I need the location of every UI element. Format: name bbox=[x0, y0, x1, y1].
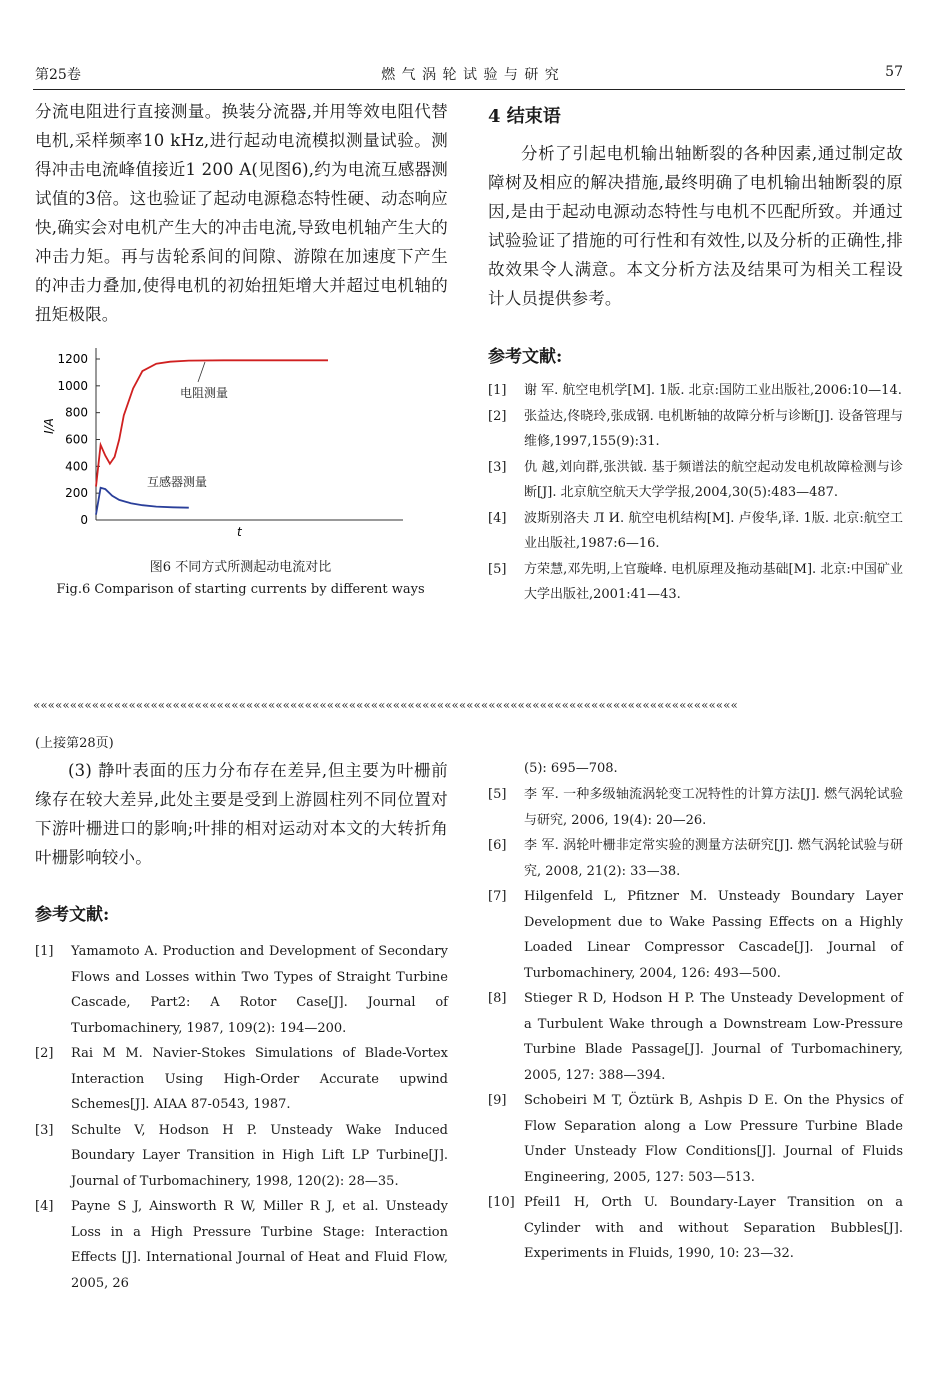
reference-text: Schobeiri M T, Öztürk B, Ashpis D E. On the Physics of Flow Separation along a Low Pressure Turbine Blade Under Unsteady Flow Conditions[J]. Journal of Fluids Engineering, 2005, 127: 503—513. bbox=[524, 1093, 903, 1185]
reference-text: Schulte V, Hodson H P. Unsteady Wake Induced Boundary Layer Transition in High Lift LP Turbine[J]. Journal of Turbomachinery, 1998, 120(2): 28—35. bbox=[71, 1122, 448, 1189]
reference-text: Stieger R D, Hodson H P. The Unsteady Development of a Turbulent Wake through a Downstream Low-Pressure Turbine Blade Passage[J]. Journal of Turbomachinery, 2005, 127: 388—394. bbox=[524, 991, 903, 1083]
reference-number: [5] bbox=[488, 561, 507, 577]
x-axis-label: t bbox=[237, 525, 242, 539]
reference-number: [7] bbox=[488, 889, 507, 904]
y-axis-label: I/A bbox=[42, 418, 56, 434]
reference-number: [1] bbox=[488, 383, 507, 398]
y-tick-label: 200 bbox=[65, 486, 88, 501]
reference-text: Pfeil1 H, Orth U. Boundary-Layer Transition on a Cylinder with and without Separation Bubbles[J]. Experiments in Fluids, 1990, 10: 23—32. bbox=[524, 1195, 903, 1261]
reference-item bbox=[488, 378, 903, 404]
reference-item bbox=[488, 506, 903, 557]
reference-list-top bbox=[488, 378, 903, 608]
reference-text: Yamamoto A. Production and Development of Secondary Flows and Losses within Two Types of Straight Turbine Cascade, Part2: A Rotor Case[J]. Journal of Turbomachinery, 1987, 109(2): 194—200. bbox=[71, 944, 448, 1036]
reference-list-bottom-right bbox=[488, 782, 903, 1267]
reference-number: [6] bbox=[488, 838, 507, 853]
section-heading-conclusion: 4 结束语 bbox=[488, 106, 561, 127]
header-rule bbox=[33, 89, 905, 90]
reference-number: [3] bbox=[488, 459, 507, 475]
reference-number: [4] bbox=[35, 1199, 54, 1214]
reference-continuation: (5): 695—708. bbox=[524, 761, 618, 776]
y-tick-label: 1000 bbox=[57, 378, 88, 393]
series-label-resistor: 电阻测量 bbox=[180, 386, 229, 400]
reference-list-bottom-left bbox=[35, 939, 448, 1296]
y-tick-label: 800 bbox=[65, 405, 88, 420]
reference-item bbox=[488, 782, 903, 833]
reference-text: 波斯别洛夫 Л И. 航空电机结构[M]. 卢俊华,译. 1版. 北京:航空工业出版社,1987:6—16. bbox=[524, 510, 903, 551]
series-resistor-line bbox=[96, 360, 328, 486]
reference-item bbox=[488, 884, 903, 986]
volume-label: 第25卷 bbox=[35, 67, 81, 83]
reference-number: [9] bbox=[488, 1093, 507, 1108]
reference-item bbox=[488, 1088, 903, 1190]
reference-item bbox=[488, 557, 903, 608]
reference-item bbox=[488, 833, 903, 884]
label-leader-r bbox=[198, 362, 205, 382]
figure-caption-cn: 图6 不同方式所测起动电流对比 bbox=[149, 560, 332, 575]
conclusion-paragraph: 分析了引起电机输出轴断裂的各种因素,通过制定故障树及相应的解决措施,最终明确了电机输出轴断裂的原因,是由于起动电源动态特性与电机不匹配所致。并通过试验验证了措施的可行性和有效性,以及分析的正确性,排故效果令人满意。本文分析方法及结果可为相关工程设计人员提供参考。 bbox=[488, 144, 903, 308]
reference-number: [3] bbox=[35, 1122, 54, 1138]
reference-text: 仇 越,刘向群,张洪钺. 基于频谱法的航空起动发电机故障检测与诊断[J]. 北京航空航天大学学报,2004,30(5):483—487. bbox=[524, 459, 903, 500]
figure-6-chart bbox=[33, 340, 448, 545]
series-transformer-line bbox=[96, 488, 189, 515]
continued-note: (上接第28页) bbox=[35, 736, 114, 751]
reference-text: Hilgenfeld L, Pfitzner M. Unsteady Boundary Layer Development due to Wake Passing Effects on a Highly Loaded Linear Compressor Cascade[J]. Journal of Turbomachinery, 2004, 126: 493—500. bbox=[524, 889, 903, 981]
reference-text: 张益达,佟晓玲,张成钢. 电机断轴的故障分析与诊断[J]. 设备管理与维修,1997,155(9):31. bbox=[524, 408, 903, 449]
reference-number: [10] bbox=[488, 1195, 515, 1210]
reference-text: 谢 军. 航空电机学[M]. 1版. 北京:国防工业出版社,2006:10—14. bbox=[524, 383, 902, 398]
reference-item bbox=[488, 1190, 903, 1267]
reference-number: [1] bbox=[35, 944, 54, 959]
page-number: 57 bbox=[885, 64, 903, 80]
reference-number: [2] bbox=[35, 1046, 54, 1061]
bottom-paragraph: (3) 静叶表面的压力分布存在差异,但主要为叶栅前缘存在较大差异,此处主要是受到上游圆柱列不同位置对下游叶栅进口的影响;叶排的相对运动对本文的大转折角叶栅影响较小。 bbox=[35, 761, 448, 867]
figure-caption-en: Fig.6 Comparison of starting currents by different ways bbox=[56, 582, 425, 597]
reference-text: Rai M M. Navier-Stokes Simulations of Blade-Vortex Interaction Using High-Order Accurate upwind Schemes[J]. AIAA 87-0543, 1987. bbox=[71, 1046, 448, 1112]
reference-item bbox=[35, 1041, 448, 1118]
y-tick-label: 400 bbox=[65, 459, 88, 474]
body-paragraph: 分流电阻进行直接测量。换装分流器,并用等效电阻代替电机,采样频率10 kHz,进行起动电流模拟测量试验。测得冲击电流峰值接近1 200 A(见图6),约为电流互感器测试值的3倍。这也验证了起动电源稳态特性硬、动态响应快,确实会对电机产生大的冲击电流,导致电机轴产生大的冲击力矩。再与齿轮系间的间隙、游隙在加速度下产生的冲击力叠加,使得电机的初始扭矩增大并超过电机轴的扭矩极限。 bbox=[35, 102, 448, 324]
reference-item bbox=[35, 939, 448, 1041]
reference-number: [2] bbox=[488, 408, 507, 424]
reference-text: Payne S J, Ainsworth R W, Miller R J, et al. Unsteady Loss in a High Pressure Turbine Stage: Interaction Effects [J]. International Journal of Heat and Fluid Flow, 2005, 26 bbox=[71, 1199, 448, 1291]
reference-text: 李 军. 一种多级轴流涡轮变工况特性的计算方法[J]. 燃气涡轮试验与研究, 2006, 19(4): 20—26. bbox=[524, 787, 903, 828]
references-heading: 参考文献: bbox=[488, 347, 563, 367]
y-tick-label: 0 bbox=[80, 513, 88, 527]
journal-title: 燃 气 涡 轮 试 验 与 研 究 bbox=[381, 67, 560, 83]
reference-text: 李 军. 涡轮叶栅非定常实验的测量方法研究[J]. 燃气涡轮试验与研究, 2008, 21(2): 33—38. bbox=[524, 838, 903, 879]
reference-text: 方荣慧,邓先明,上官璇峰. 电机原理及拖动基础[M]. 北京:中国矿业大学出版社,2001:41—43. bbox=[524, 561, 903, 602]
section-divider: «««««««««««««««««««««««««««««««««««««««««««««««««««««««««««««««««««««««««««««««««««««««««««««««« bbox=[33, 698, 738, 712]
reference-item bbox=[488, 455, 903, 506]
reference-item bbox=[35, 1118, 448, 1195]
series-label-transformer: 互感器测量 bbox=[147, 475, 208, 489]
reference-number: [4] bbox=[488, 510, 507, 526]
y-tick-label: 600 bbox=[65, 432, 88, 447]
reference-item bbox=[35, 1194, 448, 1296]
reference-item bbox=[488, 986, 903, 1088]
reference-number: [5] bbox=[488, 787, 507, 802]
reference-number: [8] bbox=[488, 991, 507, 1006]
bottom-references-heading: 参考文献: bbox=[35, 905, 110, 925]
reference-item bbox=[488, 404, 903, 455]
y-tick-label: 1200 bbox=[57, 352, 88, 366]
